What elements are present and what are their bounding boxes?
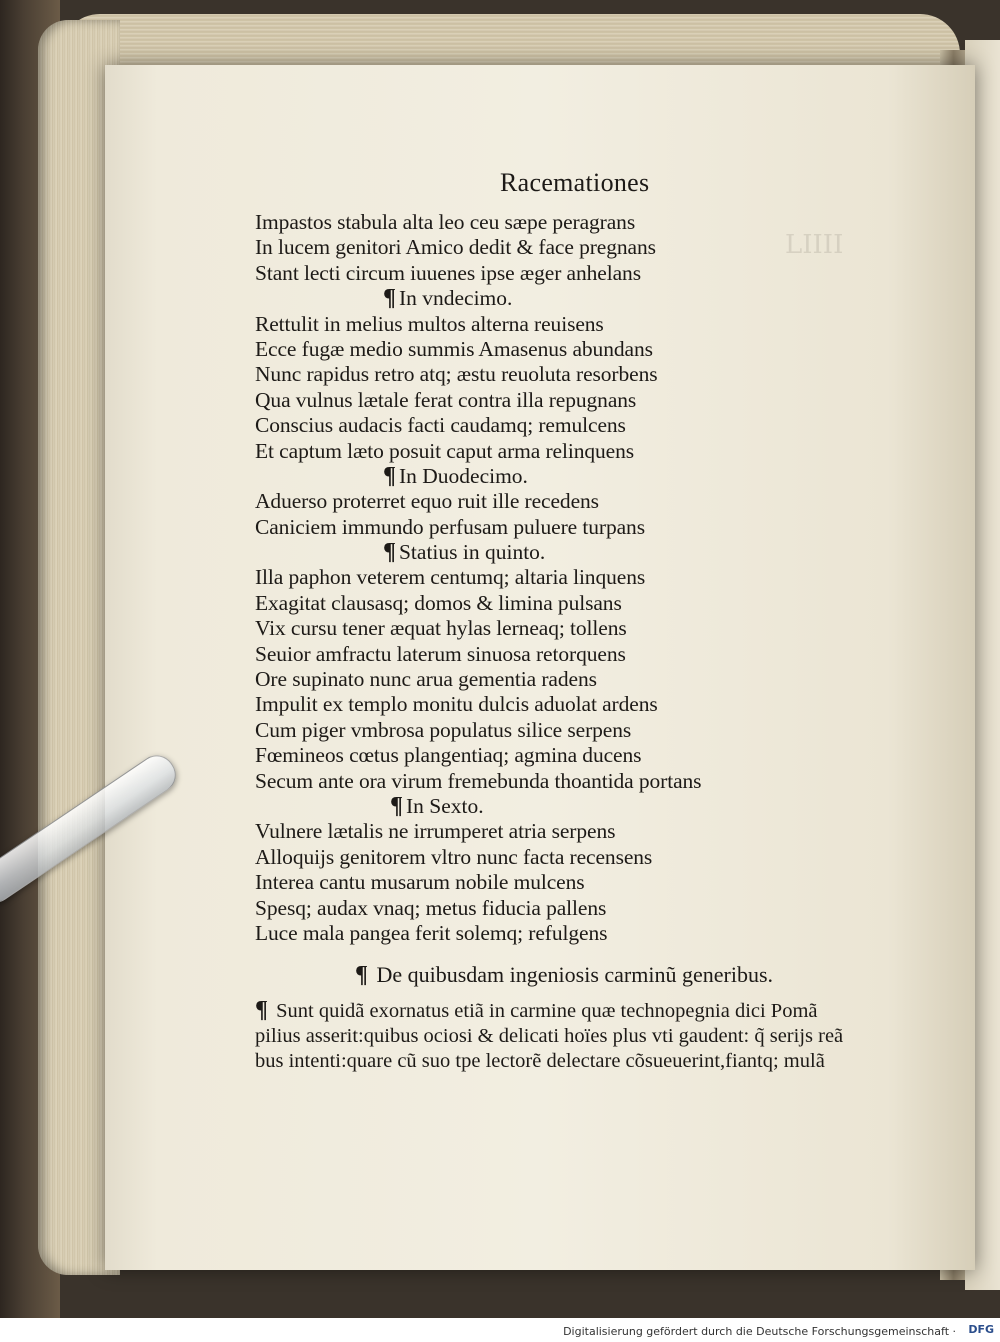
verse-line: Interea cantu musarum nobile mulcens — [255, 870, 585, 895]
verse-line: Caniciem immundo perfusam puluere turpans — [255, 514, 645, 539]
prose-line — [255, 998, 915, 1024]
running-header: Racemationes — [500, 168, 650, 197]
verse-line: Ore supinato nunc arua gementia radens — [255, 667, 597, 692]
verse-line: Rettulit in melius multos alterna reuisens — [255, 311, 604, 336]
prose-paragraph — [255, 998, 915, 1074]
verse-line: In lucem genitori Amico dedit & face pregnans — [255, 235, 656, 260]
verse-line: Vix cursu tener æquat hylas lerneaq; tollens — [255, 616, 627, 641]
pilcrow-icon: ¶ — [383, 462, 396, 489]
pilcrow-icon: ¶ — [255, 997, 268, 1024]
verse-line: Cum piger vmbrosa populatus silice serpens — [255, 717, 632, 742]
verse-line: Fœmineos cœtus plangentiaq; agmina ducens — [255, 743, 642, 768]
verse-line: Impastos stabula alta leo ceu sæpe peragrans — [255, 210, 636, 234]
verse-lines — [255, 210, 915, 946]
subheading-text: In Duodecimo. — [398, 463, 528, 488]
bleed-through-header: LIIII — [785, 230, 844, 260]
verse-line: Conscius audacis facti caudamq; remulcens — [255, 413, 626, 438]
section-heading — [355, 960, 915, 990]
pilcrow-icon: ¶ — [355, 962, 368, 989]
section-subheading — [383, 464, 915, 489]
prose-line: pilius asserit:quibus ociosi & delicati hoïes plus vti gaudent: q̃ serijs reã — [255, 1025, 844, 1048]
section-subheading — [390, 794, 915, 819]
verse-line: Secum ante ora virum fremebunda thoantida portans — [255, 768, 702, 793]
subheading-text: In Sexto. — [405, 793, 484, 818]
pilcrow-icon: ¶ — [390, 792, 403, 819]
subheading-text: In vndecimo. — [398, 286, 513, 311]
verse-line: Stant lecti circum iuuenes ipse æger anhelans — [255, 260, 641, 285]
pilcrow-icon: ¶ — [383, 539, 396, 566]
funding-credit: Digitalisierung gefördert durch die Deutsche Forschungsgemeinschaft · — [563, 1325, 956, 1338]
footer-bar — [0, 1318, 1000, 1342]
verse-line: Spesq; audax vnaq; metus fiducia pallens — [255, 895, 607, 920]
verse-line: Ecce fugæ medio summis Amasenus abundans — [255, 336, 653, 361]
prose-line-text: Sunt quidã exornatus etiã in carmine quæ technopegnia dici Pomã — [276, 1000, 818, 1023]
page-text-block — [255, 168, 915, 1074]
section-subheading — [383, 540, 915, 565]
verse-line: Et captum læto posuit caput arma relinquens — [255, 438, 635, 463]
verse-line: Qua vulnus lætale ferat contra illa repugnans — [255, 387, 637, 412]
section-heading-text: De quibusdam ingeniosis carminũ generibus. — [376, 962, 774, 988]
verse-line: Vulnere lætalis ne irrumperet atria serpens — [255, 819, 616, 844]
verse-line: Impulit ex templo monitu dulcis aduolat ardens — [255, 692, 658, 717]
pilcrow-icon: ¶ — [383, 285, 396, 312]
verse-line: Nunc rapidus retro atq; æstu reuoluta resorbens — [255, 362, 658, 387]
prose-line: bus intenti:quare cũ suo tpe lectorẽ delectare cõsueuerint,fiantq; mulã — [255, 1050, 825, 1073]
section-subheading — [383, 286, 915, 311]
subheading-text: Statius in quinto. — [398, 540, 546, 565]
verse-line: Aduerso proterret equo ruit ille recedens — [255, 489, 599, 514]
verse-line: Seuior amfractu laterum sinuosa retorquens — [255, 641, 626, 666]
verse-line: Illa paphon veterem centumq; altaria linquens — [255, 565, 646, 590]
verse-line: Luce mala pangea ferit solemq; refulgens — [255, 920, 608, 945]
verse-line: Alloquijs genitorem vltro nunc facta recensens — [255, 844, 653, 869]
dfg-logo: DFG — [968, 1323, 994, 1336]
verse-line: Exagitat clausasq; domos & limina pulsans — [255, 590, 622, 615]
